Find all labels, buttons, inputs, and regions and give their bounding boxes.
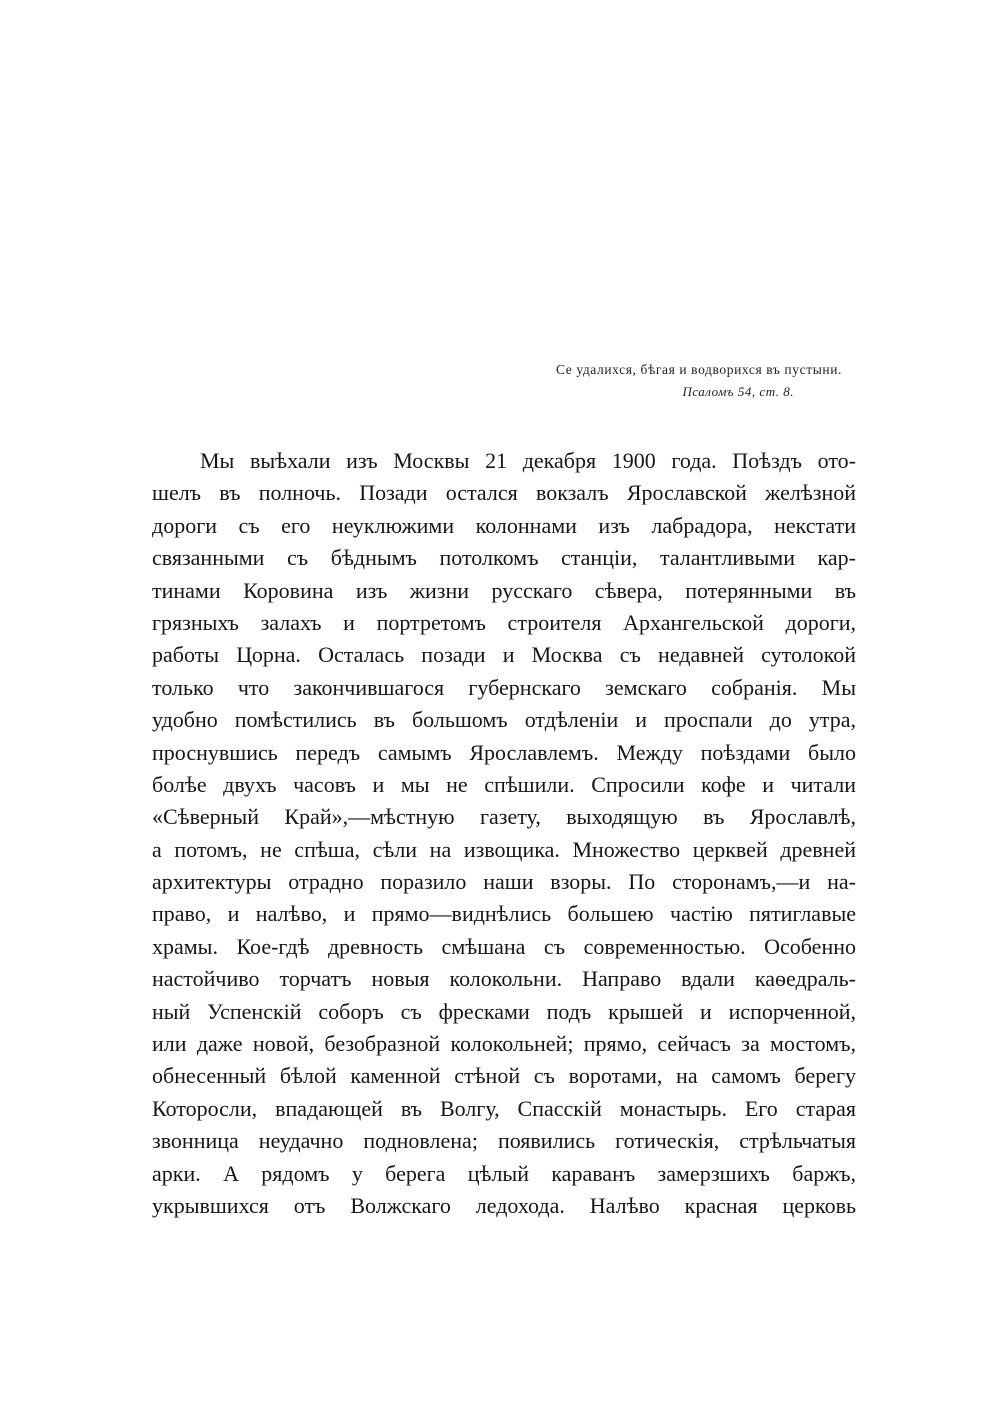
text-line: тинами Коровина изъ жизни русскаго сѣвера, потерянными въ: [152, 577, 856, 603]
text-line: удобно помѣстились въ большомъ отдѣленіи и проспали до утра,: [152, 707, 856, 733]
text-line: настойчиво торчатъ новыя колокольни. Направо вдали каѳедраль-: [152, 966, 856, 992]
text-line: звонница неудачно подновлена; появились готическія, стрѣльчатыя: [152, 1128, 856, 1154]
main-text: [152, 445, 856, 1222]
text-line: проснувшись передъ самымъ Ярославлемъ. Между поѣздами было: [152, 739, 856, 765]
text-line: связанными съ бѣднымъ потолкомъ станціи, талантливыми кар-: [152, 545, 856, 571]
text-line: ный Успенскій соборъ съ фресками подъ крышей и испорченной,: [152, 998, 856, 1024]
text-line: «Сѣверный Край»,—мѣстную газету, выходящую въ Ярославлѣ,: [152, 804, 856, 830]
epigraph-source: Псаломъ 54, ст. 8.: [682, 384, 794, 399]
text-line: или даже новой, безобразной колокольней; прямо, сейчасъ за мостомъ,: [152, 1031, 856, 1057]
text-line: а потомъ, не спѣша, сѣли на извощика. Множество церквей древней: [152, 836, 856, 862]
text-line: архитектуры отрадно поразило наши взоры. По сторонамъ,—и на-: [152, 869, 856, 895]
text-line: укрывшихся отъ Волжскаго ледохода. Налѣво красная церковь: [152, 1192, 856, 1218]
text-line: болѣе двухъ часовъ и мы не спѣшили. Спросили кофе и читали: [152, 771, 856, 797]
text-line: арки. А рядомъ у берега цѣлый караванъ замерзшихъ баржъ,: [152, 1160, 856, 1186]
text-line: Которосли, впадающей въ Волгу, Спасскій монастырь. Его старая: [152, 1095, 856, 1121]
text-line: только что закончившагося губернскаго земскаго собранія. Мы: [152, 674, 856, 700]
epigraph-text: Се удалихся, бѣгая и водворихся въ пустыни.: [555, 362, 842, 377]
text-line: грязныхъ залахъ и портретомъ строителя Архангельской дороги,: [152, 609, 856, 635]
text-line: Мы выѣхали изъ Москвы 21 декабря 1900 года. Поѣздъ ото-: [200, 448, 856, 473]
text-line: работы Цорна. Осталась позади и Москва съ недавней сутолокой: [152, 642, 856, 668]
text-line: обнесенный бѣлой каменной стѣной съ воротами, на самомъ берегу: [152, 1063, 856, 1089]
text-line: шелъ въ полночь. Позади остался вокзалъ Ярославской желѣзной: [152, 480, 856, 506]
text-line: право, и налѣво, и прямо—виднѣлись большею частію пятиглавые: [152, 901, 856, 927]
text-line: дороги съ его неуклюжими колоннами изъ лабрадора, некстати: [152, 512, 856, 538]
text-line: храмы. Кое-гдѣ древность смѣшана съ современностью. Особенно: [152, 933, 856, 959]
